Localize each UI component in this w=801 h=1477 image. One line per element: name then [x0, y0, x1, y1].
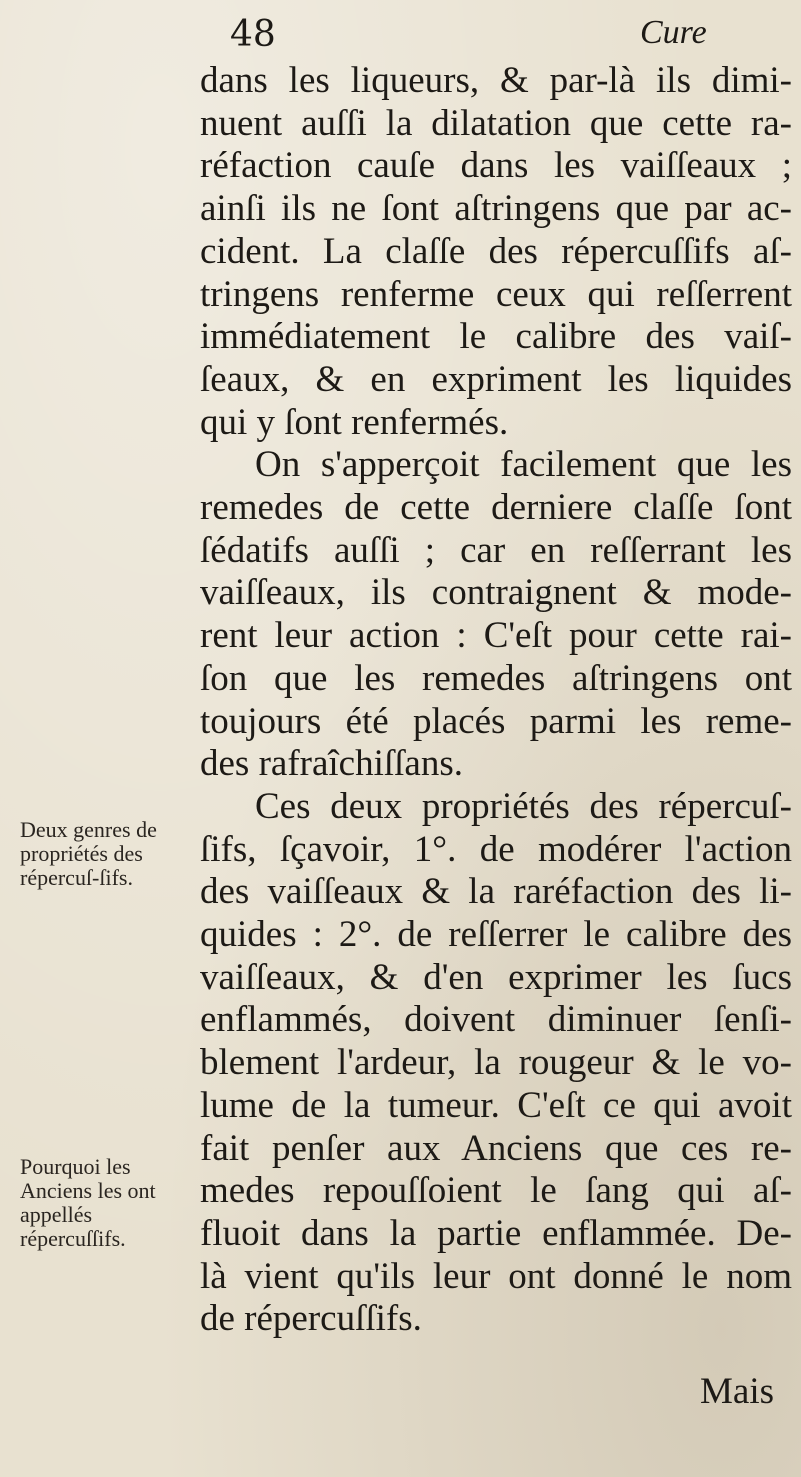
text-line: de répercuſſifs.	[200, 1298, 422, 1340]
text-line: lume de la tumeur. C'eſt ce qui avoit	[200, 1084, 792, 1126]
catchword: Mais	[700, 1371, 774, 1412]
page-header	[230, 14, 790, 64]
text-line: vaiſſeaux, & d'en exprimer les ſucs	[200, 956, 792, 998]
text-line: ſeaux, & en expriment les liquides	[200, 358, 792, 400]
text-line: cident. La claſſe des répercuſſifs aſ-	[200, 230, 792, 272]
text-line: qui y ſont renfermés.	[200, 401, 509, 443]
text-line: enflammés, doivent diminuer ſenſi-	[200, 999, 792, 1041]
text-line: ſifs, ſçavoir, 1°. de modérer l'action	[200, 828, 792, 870]
paragraph-start-line: Ces deux propriétés des répercuſ-	[255, 785, 792, 827]
text-line: là vient qu'ils leur ont donné le nom	[200, 1255, 792, 1297]
text-line: vaiſſeaux, ils contraignent & mode-	[200, 572, 792, 614]
page-number: 48	[230, 14, 276, 55]
text-line: medes repouſſoient le ſang qui aſ-	[200, 1170, 792, 1212]
text-line: des vaiſſeaux & la raréfaction des li-	[200, 871, 792, 913]
text-line: fait penſer aux Anciens que ces re-	[200, 1127, 792, 1169]
body-text	[200, 60, 792, 1341]
text-line: tringens renferme ceux qui reſſerrent	[200, 273, 792, 315]
text-line: fluoit dans la partie enflammée. De-	[200, 1212, 792, 1254]
text-line: rent leur action : C'eſt pour cette rai-	[200, 615, 792, 657]
text-line: quides : 2°. de reſſerrer le calibre des	[200, 914, 792, 956]
text-line: ainſi ils ne ſont aſtringens que par ac-	[200, 188, 792, 230]
text-line: nuent auſſi la dilatation que cette ra-	[200, 102, 792, 144]
margin-note-ancients: Pourquoi les Anciens les ont appellés répercuſſifs.	[20, 1154, 156, 1251]
running-title: Cure	[640, 14, 707, 51]
text-line: des rafraîchiſſans.	[200, 743, 463, 785]
text-line: blement l'ardeur, la rougeur & le vo-	[200, 1042, 792, 1084]
text-line: toujours été placés parmi les reme-	[200, 700, 792, 742]
text-line: immédiatement le calibre des vaiſ-	[200, 316, 792, 358]
margin-note-properties: Deux genres de propriétés des répercuſ-ſifs.	[20, 817, 157, 890]
text-line: réfaction cauſe dans les vaiſſeaux ;	[200, 145, 792, 187]
text-line: ſédatifs auſſi ; car en reſſerrant les	[200, 529, 792, 571]
text-line: dans les liqueurs, & par-là ils dimi-	[200, 60, 792, 101]
text-line: remedes de cette derniere claſſe ſont	[200, 487, 792, 529]
text-line: ſon que les remedes aſtringens ont	[200, 657, 792, 699]
paragraph-start-line: On s'apperçoit facilement que les	[255, 444, 792, 486]
